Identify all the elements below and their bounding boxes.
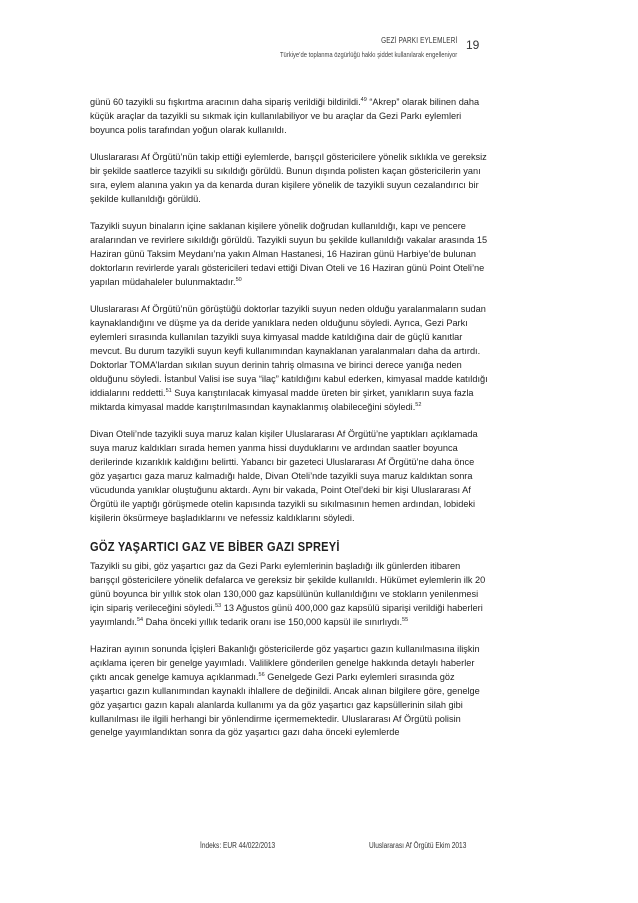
paragraph-text: günü 60 tazyikli su fışkırtma aracının daha sipariş verildiği bildirildi.	[90, 97, 361, 107]
header-subtitle: Türkiye’de toplanma özgürlüğü hakkı şiddet kullanılarak engelleniyor	[279, 50, 457, 59]
paragraph-text: Genelgede Gezi Parkı eylemleri sırasında göz yaşartıcı gazın kullanımından kaynaklı ihlallere de değinildi. Ancak alınan bilgilere göre, genelge göz yaşartıcı gazın kapalı alanlarda kullanımı ya da göz yaşartıcı gaz kapsüllerinin silah gibi kullanılması ile ilgili herhangi bir yönlendirme içermemektedir. Uluslararası Af Örgütü polisin genelge yayımlandıktan sonra da göz yaşartıcı gazı daha önceki eylemlerde	[90, 671, 480, 738]
section-paragraph-group	[90, 560, 490, 740]
paragraph-text: Daha önceki yıllık tedarik oranı ise 150,000 kapsül ile sınırlıydı.	[143, 616, 403, 627]
body-paragraph	[90, 303, 490, 414]
footnote-ref[interactable]: 50	[235, 276, 242, 283]
footnote-ref[interactable]: 51	[165, 387, 172, 394]
footnote-ref[interactable]: 54	[136, 616, 144, 623]
footnote-ref[interactable]: 52	[415, 401, 422, 408]
paragraph-text: 13 Ağustos günü 400,000 gaz kapsülü siparişi verildiği haberleri yayımlandı.	[90, 602, 483, 627]
paragraph-text: Divan Oteli’nde tazyikli suya maruz kalan kişiler Uluslararası Af Örgütü’ne yaptıkları açıklamada suya maruz kaldıkları sırada hemen yanma hissi duyduklarını ve ardından saatler boyunca derilerinde kızarıklık kaldığını belirtti. Yabancı bir gazeteci Uluslararası Af Örgütü’ne daha önce göz yaşartıcı gaza maruz kalmadığı halde, Divan Oteli’nde tazyikli suya maruz kaldıktan sonra vücudunda yanıklar oluştuğunu aktardı. Aynı bir vakada, Point Otel’deki bir kişi Uluslararası Af Örgütü ile yaptığı görüşmede otelin kapısında tazyikli su sıkılmasının hemen ardından, lobideki kişilerin öksürmeye başladıklarını ve nefessiz kaldıklarını söyledi.	[90, 429, 478, 523]
body-paragraph	[90, 643, 490, 740]
paragraph-text: “Akrep” olarak bilinen daha küçük araçlar da tazyikli su sıkmak için kullanılabiliyor ve bu araçlar da Gezi Parkı eylemleri boyunca polis tarafından yoğun olarak kullanıldı.	[90, 97, 480, 135]
footer-index: İndeks: EUR 44/022/2013	[200, 841, 276, 850]
body-paragraph	[90, 220, 490, 290]
footnote-ref[interactable]: 49	[360, 96, 367, 103]
main-content	[90, 96, 490, 754]
paragraph-text: Tazyikli su gibi, göz yaşartıcı gaz da Gezi Parkı eylemlerinin başladığı ilk günlerden itibaren barışçıl göstericilere yönelik defalarca ve gereksiz bir şekilde kullanıldı. Hükümet eylemlerin ilk 20 günü boyunca bir yıllık stok olan 130,000 gaz kapsülünün kullanıldığını ve stokların yenilenmesi için sipariş verileceğini söyledi.	[90, 560, 486, 613]
footnote-ref[interactable]: 56	[258, 671, 265, 678]
header-title: GEZİ PARKI EYLEMLERİ	[380, 36, 457, 45]
section-heading: GÖZ YAŞARTICI GAZ VE BİBER GAZI SPREYİ	[90, 538, 340, 554]
paragraph-text: Haziran ayının sonunda İçişleri Bakanlığı göstericilerde göz yaşartıcı gazın kullanılmasına ilişkin açıklama içeren bir genelge yayımladı. Valiliklere gönderilen genelge hakkında detaylı haberler çıktı ancak genelge kamuya açıklanmadı.	[90, 644, 480, 682]
body-paragraph	[90, 560, 490, 630]
footnote-ref[interactable]: 53	[215, 602, 222, 609]
page-number: 19	[466, 38, 480, 52]
body-paragraph	[90, 428, 490, 525]
footer-org-date: Uluslararası Af Örgütü Ekim 2013	[369, 841, 467, 850]
body-paragraph	[90, 151, 490, 207]
paragraph-text: Suya karıştırılacak kimyasal madde üreten bir şirket, yanıkların suya fazla miktarda kimyasal madde karıştırılmasından kaynaklanmış olabileceğini söyledi.	[90, 387, 474, 412]
paragraph-text: Uluslararası Af Örgütü’nün takip ettiği eylemlerde, barışçıl göstericilere yönelik sıklıkla ve gereksiz bir şekilde saatlerce tazyikli su sıkıldığı görüldü. Bunun dışında polisten kaçan göstericilerin yanı sıra, eylem alanına yakın ya da kenarda duran kişilere yönelik de tazyikli suyun cezalandırıcı bir şekilde kullanıldığı görüldü.	[90, 152, 487, 204]
footnote-ref[interactable]: 55	[402, 616, 409, 623]
paragraph-group	[90, 96, 490, 525]
body-paragraph	[90, 96, 490, 138]
paragraph-text: Tazyikli suyun binaların içine saklanan kişilere yönelik doğrudan kullanıldığı, kapı ve pencere aralarından ve revirlere sıkıldığı görüldü. Tazyikli suyun bu şekilde kullanıldığı vakalar arasında 15 Haziran günü Taksim Meydanı’na yakın Alman Hastanesi, 16 Haziran günü Harbiye’de bulunan doktorların revirlerde yaralı göstericileri tedavi ettiği Divan Oteli ve 16 Haziran günü Point Oteli’ne yapılan müdahaleler bulunmaktadır.	[90, 221, 488, 287]
paragraph-text: Uluslararası Af Örgütü’nün görüştüğü doktorlar tazyikli suyun neden olduğu yaralanmaların sudan kaynaklandığını ve düşme ya da deride yanıklara neden olduğunu söyledi. Ayrıca, Gezi Parkı eylemleri sırasında kullanılan tazyikli suya kimyasal madde katıldığına dair de güçlü kanıtlar mevcut. Bu durum tazyikli suyun keyfi kullanımından kaynaklanan yaralanmaları daha da artırdı. Doktorlar TOMA’lardan sıkılan suyun derinin tahriş olmasına ve birinci derece yanığa neden olduğunu söyledi. İstanbul Valisi ise suya “ilaç” katıldığını kabul ederken, kimyasal madde katıldığı iddialarını reddetti.	[90, 304, 488, 398]
